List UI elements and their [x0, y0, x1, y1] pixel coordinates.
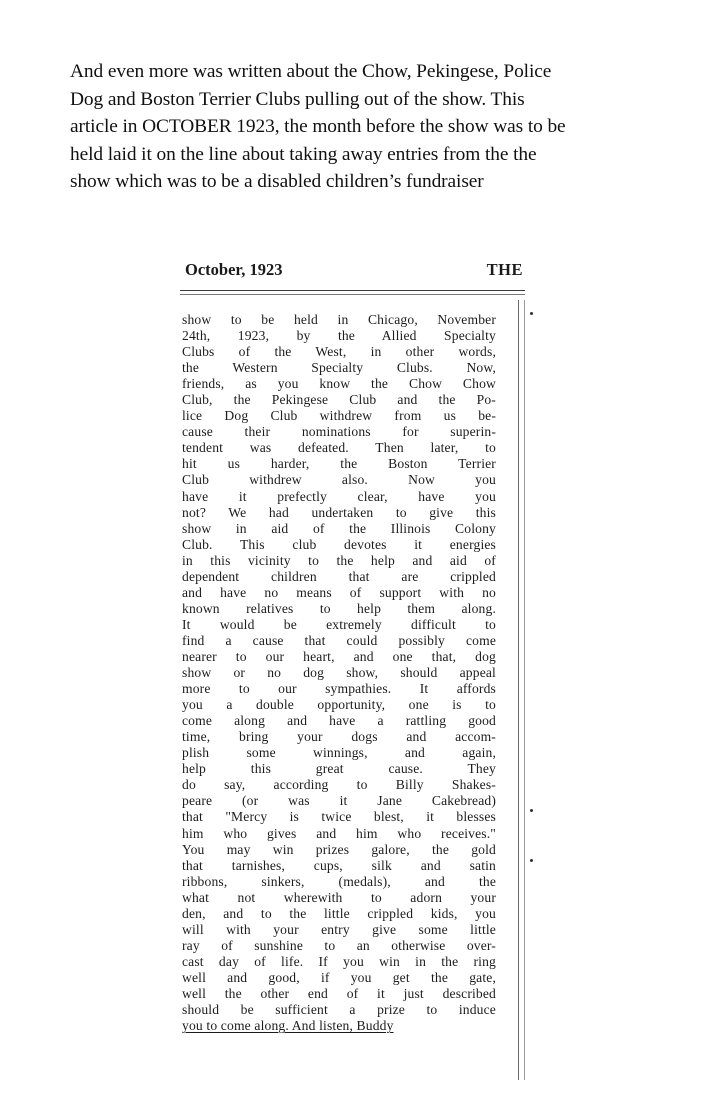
- article-line: lice Dog Club withdrew from us be-: [182, 408, 496, 424]
- article-line: ray of sunshine to an otherwise over-: [182, 937, 496, 953]
- article-line: you to come along. And listen, Buddy: [182, 1018, 394, 1034]
- article-line: in this vicinity to the help and aid of: [182, 552, 496, 568]
- article-line: come along and have a rattling good: [182, 713, 496, 729]
- article-line: Club, the Pekingese Club and the Po-: [182, 392, 496, 408]
- article-line: show or no dog show, should appeal: [182, 665, 496, 681]
- clipping-header: [183, 260, 523, 282]
- article-line: nearer to our heart, and one that, dog: [182, 648, 496, 664]
- article-line: ribbons, sinkers, (medals), and the: [182, 873, 496, 889]
- article-line: peare (or was it Jane Cakebread): [182, 793, 496, 809]
- article-line: show in aid of the Illinois Colony: [182, 520, 496, 536]
- article-line: will with your entry give some little: [182, 921, 496, 937]
- article-line: have it prefectly clear, have you: [182, 488, 496, 504]
- article-line: that tarnishes, cups, silk and satin: [182, 857, 496, 873]
- article-line: well and good, if you get the gate,: [182, 969, 496, 985]
- intro-line: show which was to be a disabled children’s fundraiser: [70, 171, 484, 193]
- newspaper-clipping: [178, 256, 528, 1086]
- margin-dot: [530, 809, 533, 812]
- column-rule: [518, 300, 519, 1080]
- article-line: the Western Specialty Clubs. Now,: [182, 360, 496, 376]
- article-line: tendent was defeated. Then later, to: [182, 440, 496, 456]
- article-line: find a cause that could possibly come: [182, 632, 496, 648]
- article-line: Club. This club devotes it energies: [182, 536, 496, 552]
- intro-line: held laid it on the line about taking away entries from the the: [70, 143, 537, 165]
- article-line: cause their nominations for superin-: [182, 424, 496, 440]
- article-line: what not wherewith to adorn your: [182, 889, 496, 905]
- article-line: well the other end of it just described: [182, 985, 496, 1001]
- header-rule: [180, 290, 525, 291]
- header-rule-thin: [180, 294, 525, 295]
- article-line: cast day of life. If you win in the ring: [182, 953, 496, 969]
- clipping-masthead: THE: [486, 260, 523, 279]
- intro-paragraph: [70, 58, 670, 196]
- article-line: known relatives to help them along.: [182, 600, 496, 616]
- article-line: should be sufficient a prize to induce: [182, 1002, 496, 1018]
- article-line: help this great cause. They: [182, 761, 496, 777]
- clipping-article: [182, 312, 496, 1034]
- intro-line: And even more was written about the Chow, Pekingese, Police: [70, 61, 552, 82]
- margin-dot: [530, 859, 533, 862]
- clipping-date: October, 1923: [185, 260, 283, 279]
- article-line: do say, according to Billy Shakes-: [182, 777, 496, 793]
- article-line: Club withdrew also. Now you: [182, 472, 496, 488]
- article-line: not? We had undertaken to give this: [182, 504, 496, 520]
- article-line: You may win prizes galore, the gold: [182, 841, 496, 857]
- article-line: you a double opportunity, one is to: [182, 697, 496, 713]
- article-line: more to our sympathies. It affords: [182, 681, 496, 697]
- margin-dot: [530, 312, 533, 315]
- intro-line: article in OCTOBER 1923, the month before the show was to be: [70, 116, 566, 138]
- column-rule-outer: [524, 300, 525, 1080]
- article-line: show to be held in Chicago, November: [182, 312, 496, 327]
- article-line: 24th, 1923, by the Allied Specialty: [182, 328, 496, 344]
- article-line: hit us harder, the Boston Terrier: [182, 456, 496, 472]
- article-line: him who gives and him who receives.": [182, 825, 496, 841]
- article-line: friends, as you know the Chow Chow: [182, 376, 496, 392]
- article-line: that "Mercy is twice blest, it blesses: [182, 809, 496, 825]
- article-line: and have no means of support with no: [182, 584, 496, 600]
- article-line: den, and to the little crippled kids, you: [182, 905, 496, 921]
- article-line: plish some winnings, and again,: [182, 745, 496, 761]
- intro-line: Dog and Boston Terrier Clubs pulling out of the show. This: [70, 88, 525, 110]
- article-line: time, bring your dogs and accom-: [182, 729, 496, 745]
- article-line: dependent children that are crippled: [182, 568, 496, 584]
- article-line: It would be extremely difficult to: [182, 616, 496, 632]
- article-line: Clubs of the West, in other words,: [182, 344, 496, 360]
